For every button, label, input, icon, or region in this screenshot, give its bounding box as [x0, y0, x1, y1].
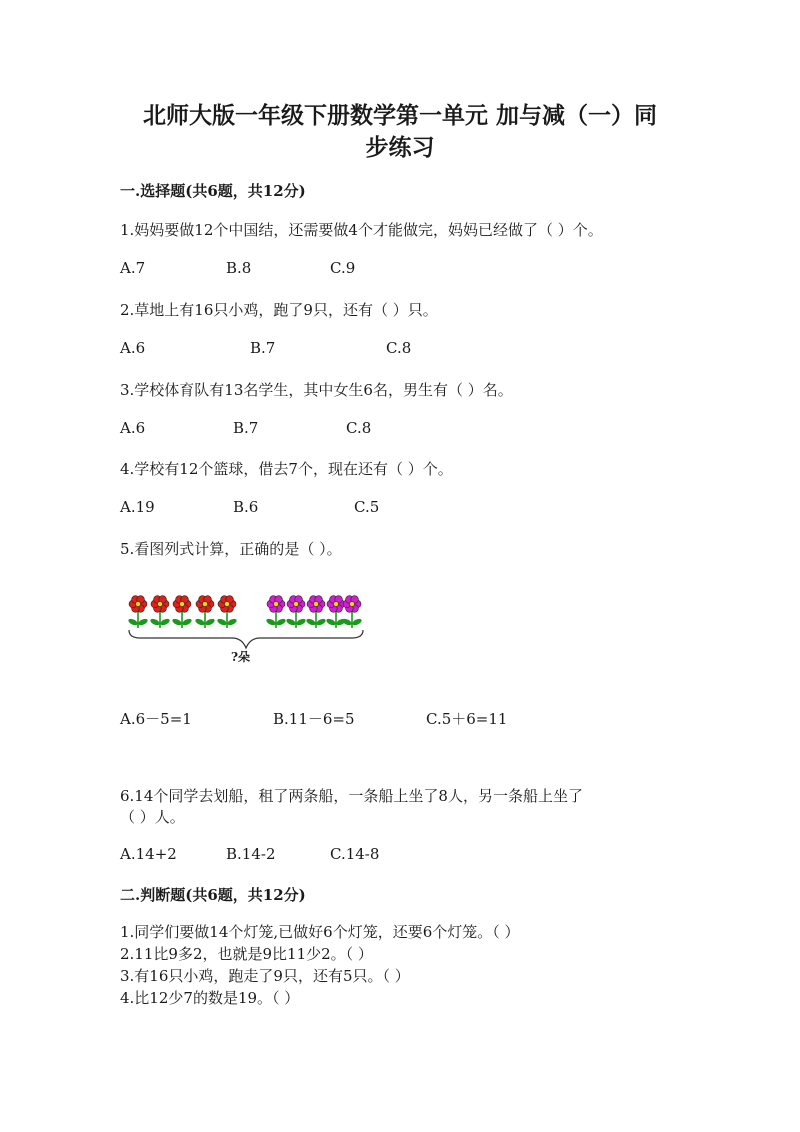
q2-option-c: C.8 — [386, 339, 412, 357]
q3-option-a: A.6 — [120, 419, 146, 437]
red-flower-4 — [194, 596, 215, 628]
q1-option-c: C.9 — [330, 259, 356, 277]
purple-flower-2 — [285, 596, 306, 628]
title-line-2: 步练习 — [365, 134, 435, 161]
q4-option-b: B.6 — [233, 498, 259, 516]
q1-option-a: A.7 — [120, 259, 146, 277]
figure-caption: ?朵 — [231, 650, 251, 664]
section-choice-heading: 一.选择题(共6题，共12分) — [120, 182, 306, 200]
q6-option-b: B.14-2 — [226, 845, 276, 863]
q2-option-b: B.7 — [250, 339, 276, 357]
red-flower-3 — [171, 596, 192, 628]
red-flower-1 — [127, 596, 148, 628]
section-judgment-heading: 二.判断题(共6题，共12分) — [120, 886, 306, 904]
question-2: 2.草地上有16只小鸡，跑了9只，还有（ ）只。 — [120, 301, 438, 319]
q2-option-a: A.6 — [120, 339, 146, 357]
question-5: 5.看图列式计算，正确的是（ ）。 — [120, 540, 342, 558]
purple-flower-1 — [265, 596, 286, 628]
q5-option-a: A.6－5=1 — [120, 710, 192, 728]
purple-flower-3 — [305, 596, 326, 628]
purple-flower-5 — [341, 596, 362, 628]
q6-option-a: A.14+2 — [120, 845, 177, 863]
red-flower-5 — [216, 596, 237, 628]
q4-option-c: C.5 — [354, 498, 380, 516]
question-4: 4.学校有12个篮球，借去7个，现在还有（ ）个。 — [120, 460, 453, 478]
judgment-1: 1.同学们要做14个灯笼,已做好6个灯笼，还要6个灯笼。（ ） — [120, 923, 520, 941]
q1-option-b: B.8 — [226, 259, 252, 277]
flowers-figure — [126, 594, 366, 630]
judgment-4: 4.比12少7的数是19。（ ） — [120, 989, 300, 1007]
red-flower-2 — [149, 596, 170, 628]
q4-option-a: A.19 — [120, 498, 155, 516]
q3-option-c: C.8 — [346, 419, 372, 437]
question-6-line-2: （ ）人。 — [120, 808, 185, 826]
red-flowers — [127, 596, 237, 628]
q5-option-b: B.11－6=5 — [273, 710, 355, 728]
page-title — [0, 100, 800, 164]
judgment-3: 3.有16只小鸡，跑走了9只，还有5只。（ ） — [120, 967, 410, 985]
q6-option-c: C.14-8 — [330, 845, 380, 863]
q3-option-b: B.7 — [233, 419, 259, 437]
q5-option-c: C.5＋6=11 — [426, 710, 508, 728]
judgment-2: 2.11比9多2，也就是9比11少2。（ ） — [120, 945, 373, 963]
question-3: 3.学校体育队有13名学生，其中女生6名，男生有（ ）名。 — [120, 381, 513, 399]
question-6-line-1: 6.14个同学去划船，租了两条船，一条船上坐了8人，另一条船上坐了 — [120, 787, 583, 805]
question-1: 1.妈妈要做12个中国结，还需要做4个才能做完，妈妈已经做了（ ）个。 — [120, 221, 603, 239]
purple-flowers — [265, 596, 362, 628]
title-line-1: 北师大版一年级下册数学第一单元 加与减（一）同 — [142, 102, 657, 129]
purple-flower-4 — [325, 596, 346, 628]
